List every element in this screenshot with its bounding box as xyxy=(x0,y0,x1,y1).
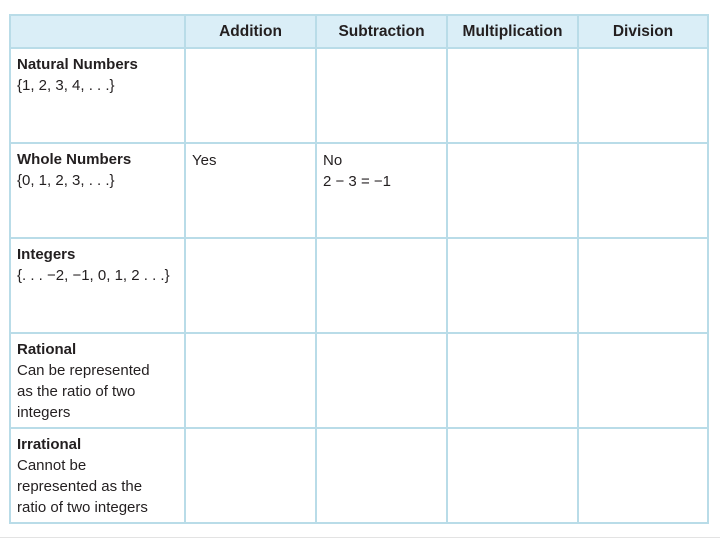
cell-whole-division xyxy=(578,143,708,238)
cell-text: No xyxy=(323,152,343,169)
page-bottom-rule xyxy=(0,537,720,538)
cell-whole-multiplication xyxy=(447,143,578,238)
row-title: Rational xyxy=(17,341,77,358)
row-header-whole-numbers xyxy=(10,143,185,238)
cell-rational-subtraction xyxy=(316,333,447,428)
cell-integers-addition xyxy=(185,238,316,333)
column-header-multiplication: Multiplication xyxy=(447,15,578,48)
row-header-natural-numbers xyxy=(10,48,185,143)
table-row xyxy=(10,238,708,333)
header-row xyxy=(10,15,708,48)
cell-integers-multiplication xyxy=(447,238,578,333)
row-title: Natural Numbers xyxy=(17,56,138,73)
row-header-integers xyxy=(10,238,185,333)
row-subtitle: Cannot be xyxy=(17,457,87,474)
cell-integers-subtraction xyxy=(316,238,447,333)
row-subtitle: Can be represented xyxy=(17,362,150,379)
column-header-subtraction: Subtraction xyxy=(316,15,447,48)
table-row xyxy=(10,143,708,238)
row-subtitle: integers xyxy=(17,404,71,421)
cell-rational-multiplication xyxy=(447,333,578,428)
cell-irrational-addition xyxy=(185,428,316,523)
cell-natural-multiplication xyxy=(447,48,578,143)
cell-natural-subtraction xyxy=(316,48,447,143)
row-title: Whole Numbers xyxy=(17,151,132,168)
cell-example: 2 − 3 = −1 xyxy=(323,173,391,190)
header-corner-cell xyxy=(10,15,185,48)
cell-rational-addition xyxy=(185,333,316,428)
cell-natural-division xyxy=(578,48,708,143)
cell-text: Yes xyxy=(192,152,217,169)
cell-whole-addition xyxy=(185,143,316,238)
closure-table-container xyxy=(9,14,707,524)
cell-irrational-subtraction xyxy=(316,428,447,523)
column-header-division: Division xyxy=(578,15,708,48)
row-header-rational xyxy=(10,333,185,428)
cell-irrational-division xyxy=(578,428,708,523)
cell-integers-division xyxy=(578,238,708,333)
row-subtitle: {0, 1, 2, 3, . . .} xyxy=(17,172,115,189)
row-subtitle: ratio of two integers xyxy=(17,499,148,516)
row-subtitle: {1, 2, 3, 4, . . .} xyxy=(17,77,115,94)
column-header-addition: Addition xyxy=(185,15,316,48)
table-row xyxy=(10,428,708,523)
row-subtitle: {. . . −2, −1, 0, 1, 2 . . .} xyxy=(17,267,170,284)
cell-natural-addition xyxy=(185,48,316,143)
cell-whole-subtraction xyxy=(316,143,447,238)
table-row xyxy=(10,333,708,428)
cell-rational-division xyxy=(578,333,708,428)
row-subtitle: represented as the xyxy=(17,478,143,495)
row-title: Irrational xyxy=(17,436,82,453)
cell-irrational-multiplication xyxy=(447,428,578,523)
row-header-irrational xyxy=(10,428,185,523)
closure-properties-table xyxy=(9,14,709,524)
table-row xyxy=(10,48,708,143)
row-title: Integers xyxy=(17,246,76,263)
row-subtitle: as the ratio of two xyxy=(17,383,136,400)
